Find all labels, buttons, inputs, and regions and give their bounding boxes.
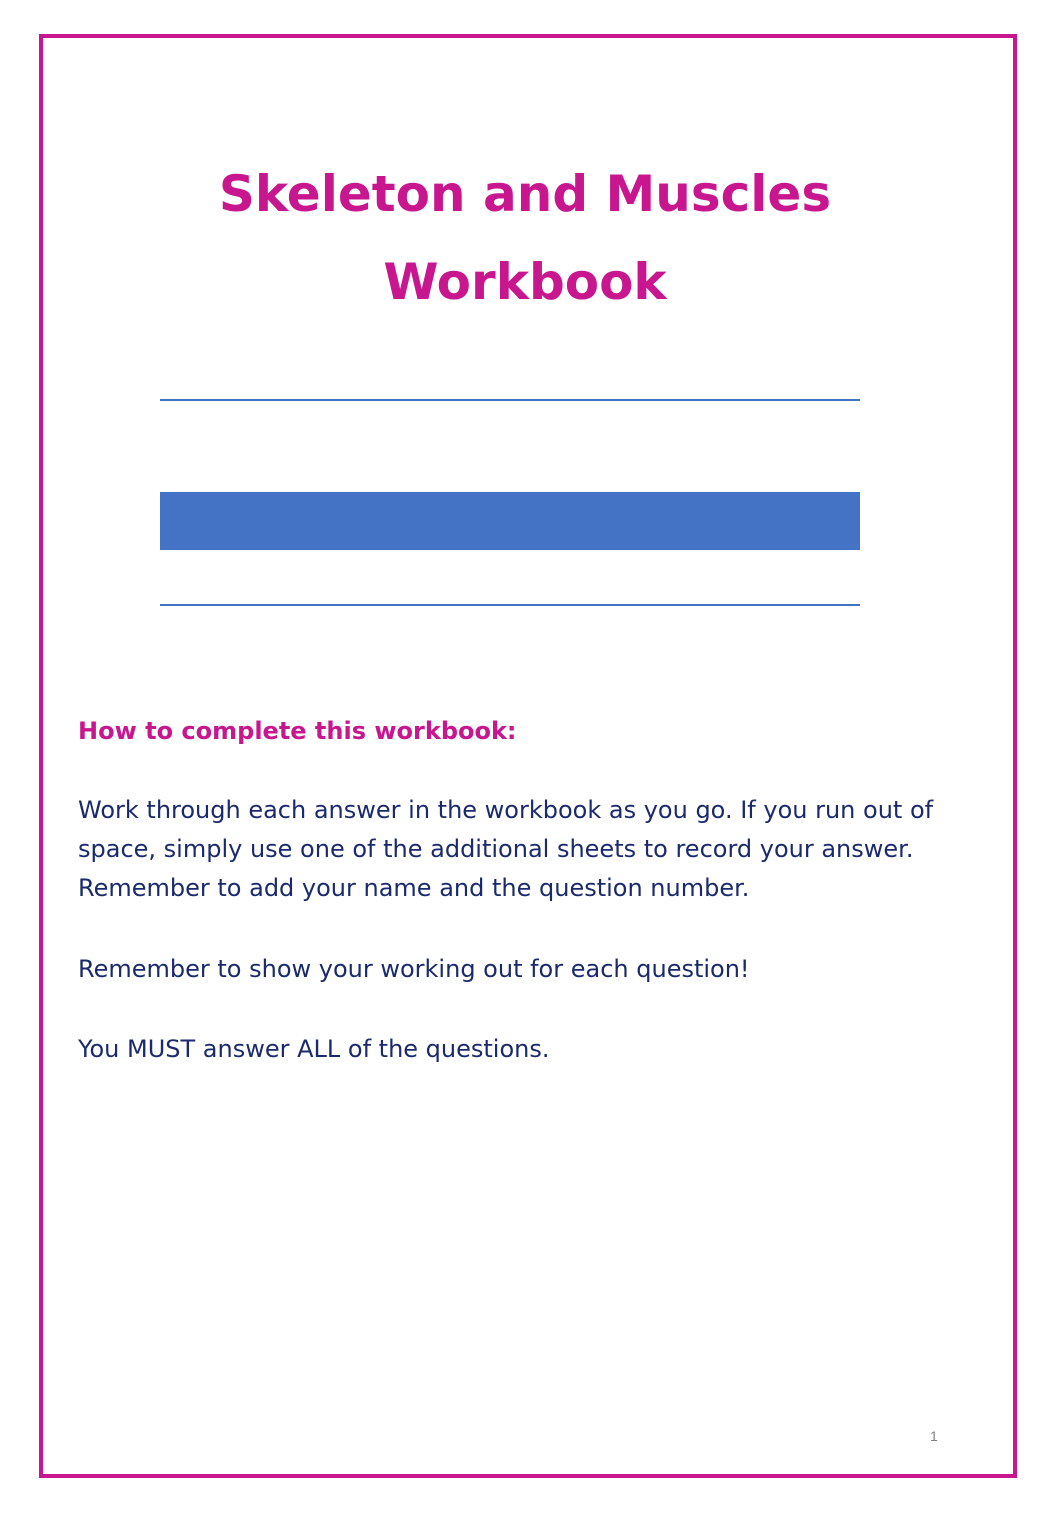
instructions-paragraph-2: Remember to show your working out for each question! (78, 955, 750, 983)
title-line-1: Skeleton and Muscles (218, 165, 832, 223)
instructions-heading: How to complete this workbook: (78, 717, 517, 745)
bottom-divider (160, 604, 860, 606)
instructions-paragraph-1: Work through each answer in the workbook as you go. If you run out of space, simply use one of the additional sheets to record your answer. Remember to add your name and the question number. (78, 796, 934, 902)
page-title (0, 150, 1050, 326)
page-number: 1 (930, 1428, 938, 1444)
title-line-2: Workbook (383, 253, 667, 311)
top-divider (160, 399, 860, 401)
instructions-paragraph-3: You MUST answer ALL of the questions. (78, 1035, 550, 1063)
blue-band (160, 492, 860, 550)
